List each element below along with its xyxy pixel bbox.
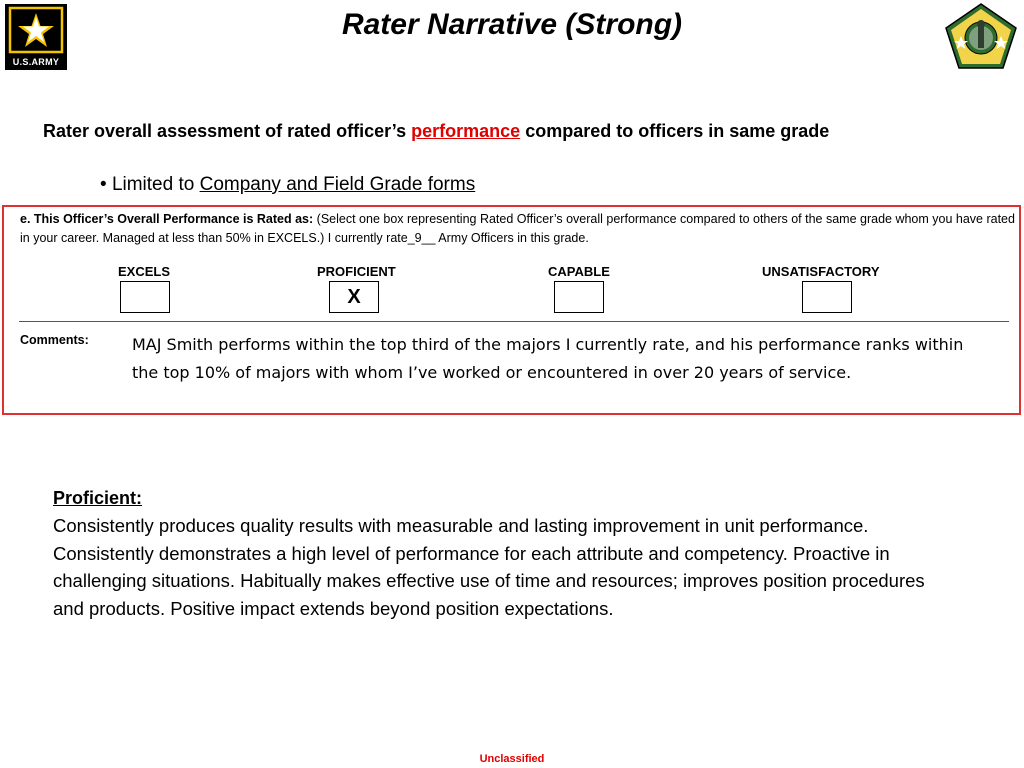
comments-label: Comments: — [20, 333, 89, 347]
rating-label-unsatisfactory: UNSATISFACTORY — [762, 264, 880, 279]
rating-label-excels: EXCELS — [118, 264, 171, 279]
rating-label-proficient: PROFICIENT — [317, 264, 396, 279]
oer-form-excerpt — [2, 205, 1021, 415]
form-heading-tail: Army Officers in this grade. — [435, 231, 589, 245]
assessment-text-after: compared to officers in same grade — [520, 121, 830, 141]
rate-count: _9__ — [407, 231, 436, 245]
assessment-heading — [43, 118, 993, 145]
classification-footer: Unclassified — [479, 753, 545, 765]
definition-title: Proficient: — [53, 488, 143, 508]
bullet-link: Company and Field Grade forms — [199, 174, 476, 195]
army-logo-text: U.S.ARMY — [5, 55, 67, 70]
performance-highlight: performance — [411, 121, 521, 141]
form-heading-bold: e. This Officer’s Overall Performance is Rated as: — [20, 212, 314, 226]
comments-text: MAJ Smith performs within the top third of the majors I currently rate, and his performance ranks within the top 10% of majors with whom I’ve worked or encountered in over 20 years of service. — [132, 335, 964, 382]
slide-title: Rater Narrative (Strong) — [341, 8, 683, 41]
form-heading — [20, 210, 1020, 248]
bullet-icon: • — [100, 174, 107, 195]
rating-box-proficient[interactable]: X — [329, 281, 379, 313]
form-divider — [19, 321, 1009, 322]
proficient-definition — [53, 485, 943, 622]
form-heading-text: (Select one box representing Rated Officer’s overall performance compared to others of the same grade whom you have rated in your career. Managed at less than 50% in EXCELS.) I currently rate — [20, 212, 1015, 245]
bullet-item — [100, 172, 475, 198]
rating-label-capable: CAPABLE — [548, 264, 610, 279]
bullet-prefix: Limited to — [111, 174, 200, 195]
assessment-text-before: Rater overall assessment of rated officer’s — [43, 121, 412, 141]
definition-text: Consistently produces quality results with measurable and lasting improvement in unit performance. Consistently demonstrates a high level of performance for each attribute and competency. Proactive in challenging situations. Habitually makes effective use of time and resources; improves position procedures and products. Positive impact extends beyond position expectations. — [53, 515, 925, 619]
rating-box-excels[interactable] — [120, 281, 170, 313]
rating-box-unsatisfactory[interactable] — [802, 281, 852, 313]
rating-box-capable[interactable] — [554, 281, 604, 313]
